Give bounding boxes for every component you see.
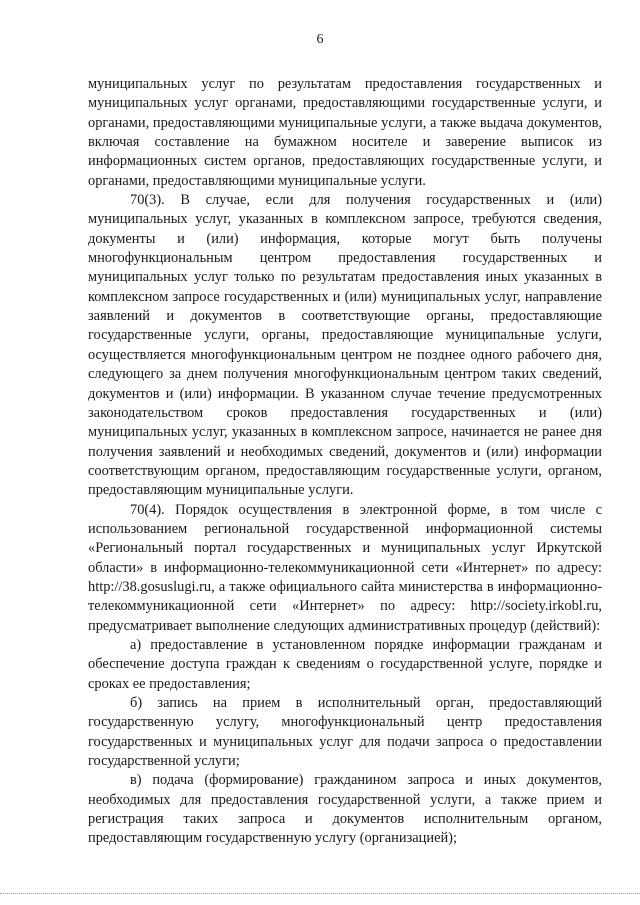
page-bottom-divider: [0, 893, 640, 894]
document-body: [88, 75, 602, 849]
list-item-b: б) запись на прием в исполнительный орган, предоставляющий государственную услугу, многофункциональный центр предоставления государственных и муниципальных услуг для подачи запроса о предоставлении государственной услуги;: [88, 695, 602, 770]
page-number: 6: [316, 32, 324, 47]
list-item-v: в) подача (формирование) гражданином запроса и иных документов, необходимых для предоставления государственной услуги, а также прием и регистрация таких запроса и документов исполнительным органом, предоставляющим государственную услугу (организацией);: [88, 772, 602, 847]
paragraph-70-4: 70(4). Порядок осуществления в электронной форме, в том числе с использованием региональной государственной информационной системы «Региональный портал государственных и муниципальных услуг Иркутской области» в информационно-телекоммуникационной сети «Интернет» по адресу: http://38.gosuslugi.ru, а также официального сайта министерства в информационно-телекоммуникационной сети «Интернет» по адресу: http://society.irkobl.ru, предусматривает выполнение следующих административных процедур (действий):: [88, 501, 602, 634]
paragraph-70-3: 70(3). В случае, если для получения государственных и (или) муниципальных услуг, указанных в комплексном запросе, требуются сведения, документы и (или) информация, которые могут быть получены многофункциональным центром предоставления государственных и муниципальных услуг только по результатам предоставления иных указанных в комплексном запросе государственных и (или) муниципальных услуг, направление заявлений и документов в соответствующие органы, предоставляющие государственные услуги, органы, предоставляющие муниципальные услуги, осуществляется многофункциональным центром не позднее одного рабочего дня, следующего за днем получения многофункциональным центром таких сведений, документов и (или) информации. В указанном случае течение предусмотренных законодательством сроков предоставления государственных и (или) муниципальных услуг, указанных в комплексном запросе, начинается не ранее дня получения заявлений и необходимых сведений, документов и (или) информации соответствующим органом, предоставляющим государственные услуги, органом, предоставляющим муниципальные услуги.: [88, 192, 602, 499]
paragraph-continuation: муниципальных услуг по результатам предоставления государственных и муниципальных услуг органами, предоставляющими государственные услуги, и органами, предоставляющими муниципальные услуги, а также выдача документов, включая составление на бумажном носителе и заверение выписок из информационных систем органов, предоставляющих государственные услуги, и органами, предоставляющими муниципальные услуги.: [88, 76, 602, 189]
list-item-a: а) предоставление в установленном порядке информации гражданам и обеспечение доступа граждан к сведениям о государственной услуге, порядке и сроках ее предоставления;: [88, 636, 602, 692]
